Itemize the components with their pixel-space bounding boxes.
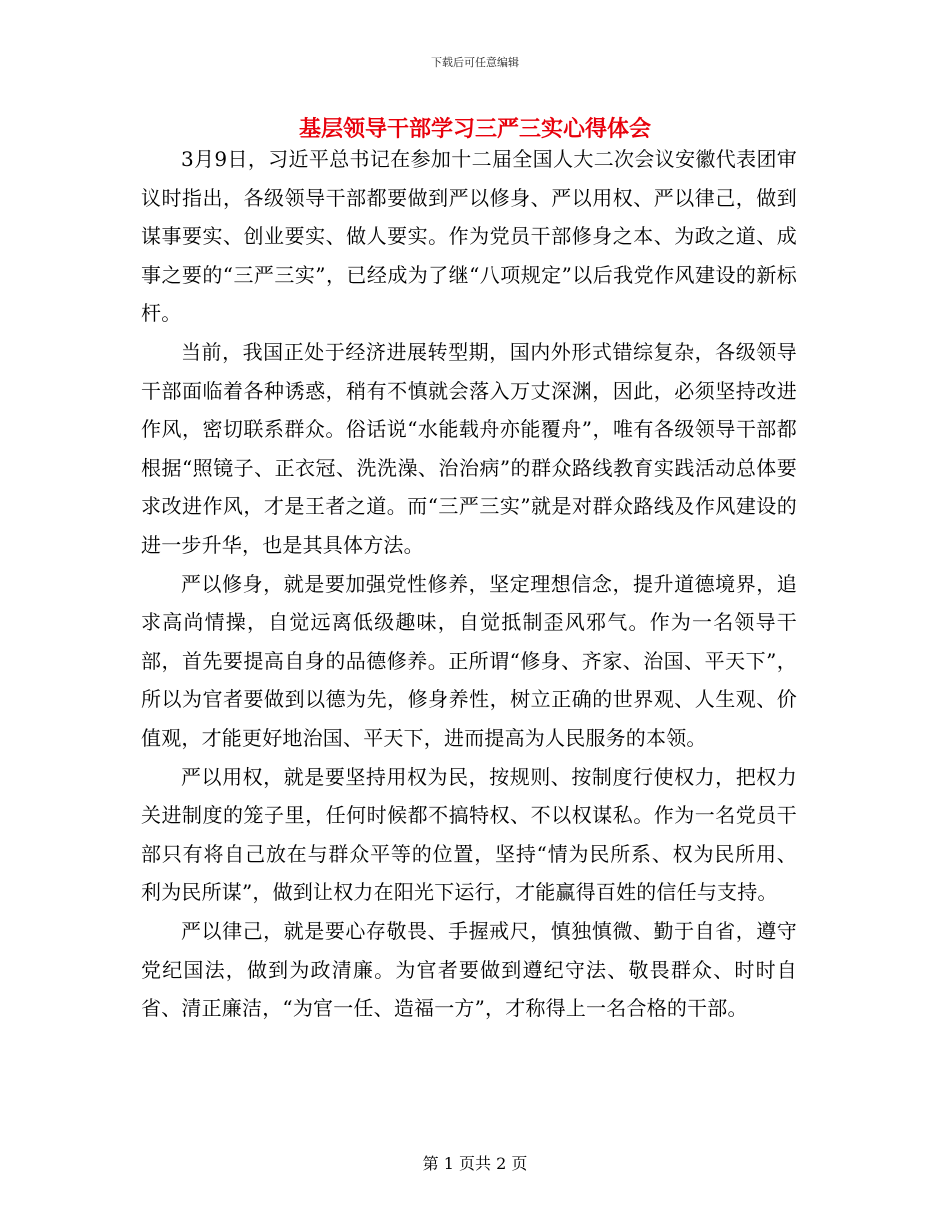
page-number-footer: 第 1 页共 2 页	[422, 1154, 528, 1173]
paragraph-5: 严以律己，就是要心存敬畏、手握戒尺，慎独慎微、勤于自省，遵守党纪国法，做到为政清廉。为官者要做到遵纪守法、敬畏群众、时时自省、清正廉洁，“为官一任、造福一方”，才称得上一名合格的干部。	[141, 919, 797, 1020]
paragraph-3: 严以修身，就是要加强党性修养，坚定理想信念，提升道德境界，追求高尚情操，自觉远离低级趣味，自觉抵制歪风邪气。作为一名领导干部，首先要提高自身的品德修养。正所谓“修身、齐家、治国、平天下”，所以为官者要做到以德为先，修身养性，树立正确的世界观、人生观、价值观，才能更好地治国、平天下，进而提高为人民服务的本领。	[141, 571, 797, 750]
paragraph-1: 3月9日，习近平总书记在参加十二届全国人大二次会议安徽代表团审议时指出，各级领导干部都要做到严以修身、严以用权、严以律己，做到谋事要实、创业要实、做人要实。作为党员干部修身之本、为政之道、成事之要的“三严三实”，已经成为了继“八项规定”以后我党作风建设的新标杆。	[141, 147, 797, 325]
document-body	[141, 140, 797, 1028]
header-note: 下载后可任意编辑	[431, 56, 519, 69]
document-title: 基层领导干部学习三严三实心得体会	[298, 116, 651, 142]
paragraph-2: 当前，我国正处于经济进展转型期，国内外形式错综复杂，各级领导干部面临着各种诱惑，稍有不慎就会落入万丈深渊，因此，必须坚持改进作风，密切联系群众。俗话说“水能载舟亦能覆舟”，唯有各级领导干部都根据“照镜子、正衣冠、洗洗澡、治治病”的群众路线教育实践活动总体要求改进作风，才是王者之道。而“三严三实”就是对群众路线及作风建设的进一步升华，也是其具体方法。	[141, 340, 797, 557]
paragraph-4: 严以用权，就是要坚持用权为民，按规则、按制度行使权力，把权力关进制度的笼子里，任何时候都不搞特权、不以权谋私。作为一名党员干部只有将自己放在与群众平等的位置，坚持“情为民所系、权为民所用、利为民所谋”，做到让权力在阳光下运行，才能赢得百姓的信任与支持。	[141, 764, 797, 904]
